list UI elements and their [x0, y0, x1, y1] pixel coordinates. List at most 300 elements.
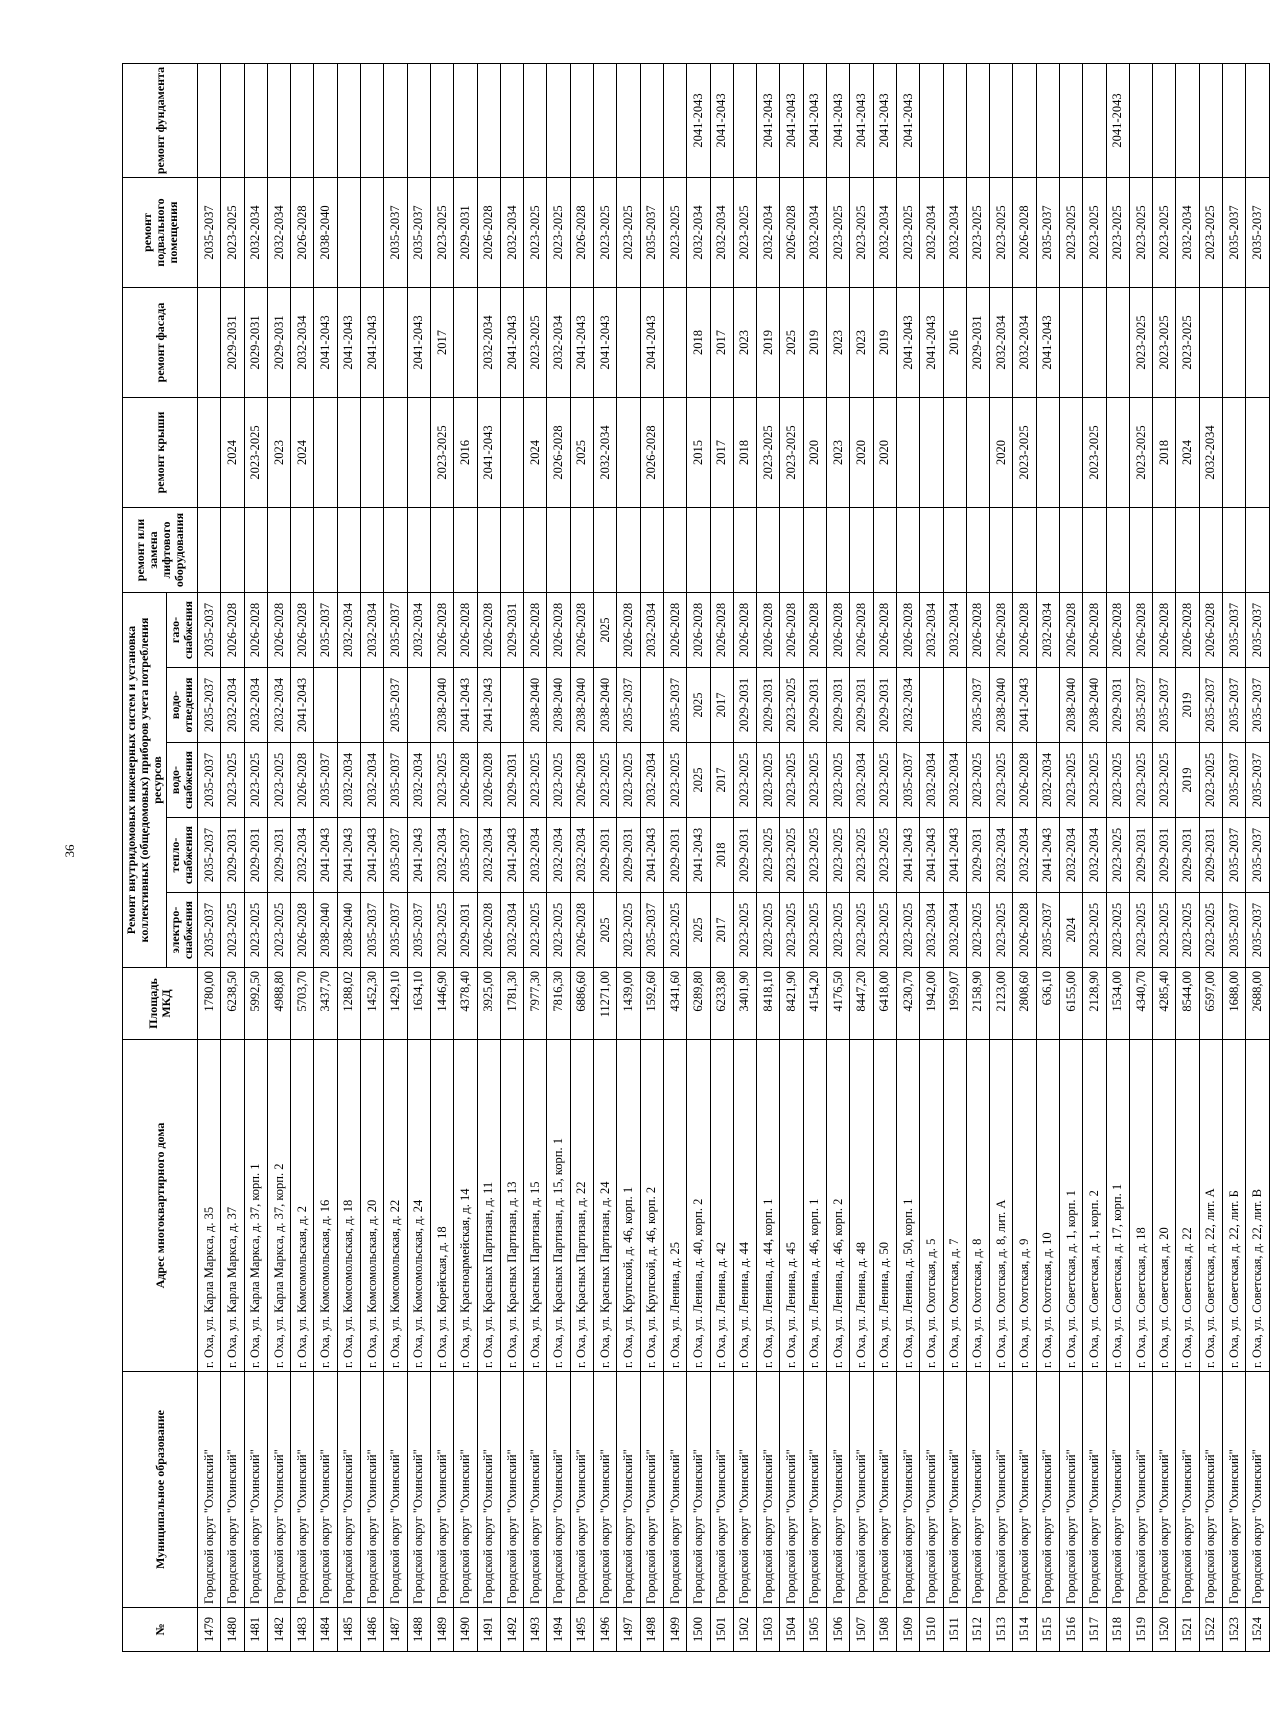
address-cell: г. Оха, ул. Советская, д. 17, корп. 1: [1106, 1040, 1129, 1372]
heat-cell: 2032-2034: [477, 818, 500, 893]
gas-cell: 2026-2028: [1129, 593, 1152, 668]
gas-cell: 2026-2028: [267, 593, 290, 668]
foundation-cell: 2041-2043: [1106, 64, 1129, 178]
gas-cell: 2026-2028: [1083, 593, 1106, 668]
roof-cell: 2020: [850, 398, 873, 508]
electric-cell: 2026-2028: [477, 893, 500, 968]
address-cell: г. Оха, ул. Комсомольская, д. 24: [407, 1040, 430, 1372]
table-row: [1083, 64, 1106, 1652]
electric-cell: 2023-2025: [1199, 893, 1222, 968]
sewer-cell: [1036, 668, 1059, 743]
electric-cell: 2023-2025: [990, 893, 1013, 968]
row-number: 1491: [477, 1608, 500, 1652]
foundation-cell: 2041-2043: [803, 64, 826, 178]
table-row: [896, 64, 919, 1652]
basement-cell: 2023-2025: [1199, 178, 1222, 288]
municipality-cell: Городской округ "Охинский": [663, 1372, 686, 1608]
gas-cell: 2035-2037: [1246, 593, 1269, 668]
facade-cell: 2041-2043: [920, 288, 943, 398]
area-cell: 4176,50: [827, 968, 850, 1040]
electric-cell: 2023-2025: [524, 893, 547, 968]
basement-cell: 2038-2040: [314, 178, 337, 288]
basement-cell: 2023-2025: [547, 178, 570, 288]
address-cell: г. Оха, ул. Ленина, д. 25: [663, 1040, 686, 1372]
roof-cell: 2015: [687, 398, 710, 508]
foundation-cell: 2041-2043: [896, 64, 919, 178]
gas-cell: 2026-2028: [477, 593, 500, 668]
table-row: [733, 64, 756, 1652]
municipality-cell: Городской округ "Охинский": [640, 1372, 663, 1608]
elevator-cell: [524, 508, 547, 593]
elevator-cell: [570, 508, 593, 593]
basement-cell: 2032-2034: [757, 178, 780, 288]
elevator-cell: [337, 508, 360, 593]
electric-cell: 2038-2040: [337, 893, 360, 968]
basement-cell: 2035-2037: [1036, 178, 1059, 288]
table-row: [221, 64, 244, 1652]
foundation-cell: 2041-2043: [873, 64, 896, 178]
row-number: 1505: [803, 1608, 826, 1652]
water-cell: 2025: [687, 743, 710, 818]
roof-cell: [943, 398, 966, 508]
row-number: 1522: [1199, 1608, 1222, 1652]
roof-cell: 2020: [873, 398, 896, 508]
electric-cell: 2035-2037: [361, 893, 384, 968]
foundation-cell: [617, 64, 640, 178]
roof-cell: [198, 398, 221, 508]
facade-cell: 2017: [710, 288, 733, 398]
foundation-cell: [477, 64, 500, 178]
elevator-cell: [407, 508, 430, 593]
roof-cell: 2020: [803, 398, 826, 508]
basement-cell: 2032-2034: [500, 178, 523, 288]
row-number: 1490: [454, 1608, 477, 1652]
elevator-cell: [1013, 508, 1036, 593]
foundation-cell: [594, 64, 617, 178]
area-cell: 4988,80: [267, 968, 290, 1040]
basement-cell: 2023-2025: [966, 178, 989, 288]
basement-cell: 2035-2037: [1223, 178, 1246, 288]
row-number: 1515: [1036, 1608, 1059, 1652]
facade-cell: 2023-2025: [524, 288, 547, 398]
water-cell: 2032-2034: [1036, 743, 1059, 818]
table-row: [430, 64, 453, 1652]
foundation-cell: [663, 64, 686, 178]
facade-cell: 2029-2031: [244, 288, 267, 398]
sewer-cell: 2041-2043: [454, 668, 477, 743]
page-number: 36: [62, 844, 77, 858]
roof-cell: 2041-2043: [477, 398, 500, 508]
roof-cell: 2024: [524, 398, 547, 508]
water-cell: 2035-2037: [198, 743, 221, 818]
area-cell: 4340,70: [1129, 968, 1152, 1040]
facade-cell: [1106, 288, 1129, 398]
electric-cell: 2035-2037: [640, 893, 663, 968]
area-cell: 1429,10: [384, 968, 407, 1040]
address-cell: г. Оха, ул. Советская, д. 20: [1153, 1040, 1176, 1372]
elevator-cell: [361, 508, 384, 593]
area-cell: 6886,60: [570, 968, 593, 1040]
basement-cell: 2035-2037: [198, 178, 221, 288]
sewer-cell: 2029-2031: [733, 668, 756, 743]
header-foundation: ремонт фундамента: [123, 64, 198, 178]
heat-cell: 2032-2034: [1083, 818, 1106, 893]
address-cell: г. Оха, ул. Ленина, д. 42: [710, 1040, 733, 1372]
gas-cell: 2026-2028: [663, 593, 686, 668]
electric-cell: 2023-2025: [896, 893, 919, 968]
row-number: 1521: [1176, 1608, 1199, 1652]
water-cell: 2026-2028: [291, 743, 314, 818]
gas-cell: 2026-2028: [827, 593, 850, 668]
table-row: [244, 64, 267, 1652]
facade-cell: 2023: [827, 288, 850, 398]
address-cell: г. Оха, ул. Ленина, д. 48: [850, 1040, 873, 1372]
address-cell: г. Оха, ул. Охотская, д. 7: [943, 1040, 966, 1372]
gas-cell: 2026-2028: [687, 593, 710, 668]
sewer-cell: [500, 668, 523, 743]
water-cell: 2032-2034: [407, 743, 430, 818]
basement-cell: 2023-2025: [430, 178, 453, 288]
facade-cell: 2041-2043: [361, 288, 384, 398]
heat-cell: 2029-2031: [1129, 818, 1152, 893]
roof-cell: 2018: [733, 398, 756, 508]
area-cell: 1446,90: [430, 968, 453, 1040]
electric-cell: 2024: [1059, 893, 1082, 968]
area-cell: 1534,00: [1106, 968, 1129, 1040]
roof-cell: [1059, 398, 1082, 508]
electric-cell: 2032-2034: [500, 893, 523, 968]
sewer-cell: 2035-2037: [663, 668, 686, 743]
gas-cell: 2032-2034: [337, 593, 360, 668]
municipality-cell: Городской округ "Охинский": [1199, 1372, 1222, 1608]
row-number: 1504: [780, 1608, 803, 1652]
area-cell: 1780,00: [198, 968, 221, 1040]
facade-cell: 2019: [803, 288, 826, 398]
electric-cell: 2038-2040: [314, 893, 337, 968]
facade-cell: 2041-2043: [594, 288, 617, 398]
elevator-cell: [803, 508, 826, 593]
area-cell: 6155,00: [1059, 968, 1082, 1040]
elevator-cell: [1176, 508, 1199, 593]
row-number: 1497: [617, 1608, 640, 1652]
electric-cell: 2023-2025: [617, 893, 640, 968]
row-number: 1514: [1013, 1608, 1036, 1652]
elevator-cell: [384, 508, 407, 593]
gas-cell: 2026-2028: [617, 593, 640, 668]
water-cell: 2023-2025: [966, 743, 989, 818]
elevator-cell: [454, 508, 477, 593]
sewer-cell: 2035-2037: [384, 668, 407, 743]
basement-cell: 2023-2025: [733, 178, 756, 288]
water-cell: 2023-2025: [1199, 743, 1222, 818]
basement-cell: 2023-2025: [221, 178, 244, 288]
gas-cell: 2026-2028: [1199, 593, 1222, 668]
heat-cell: 2023-2025: [1106, 818, 1129, 893]
area-cell: 6418,00: [873, 968, 896, 1040]
municipality-cell: Городской округ "Охинский": [337, 1372, 360, 1608]
table-row: [780, 64, 803, 1652]
row-number: 1489: [430, 1608, 453, 1652]
electric-cell: 2023-2025: [430, 893, 453, 968]
roof-cell: 2024: [1176, 398, 1199, 508]
table-row: [407, 64, 430, 1652]
municipality-cell: Городской округ "Охинский": [384, 1372, 407, 1608]
basement-cell: 2032-2034: [244, 178, 267, 288]
roof-cell: 2025: [570, 398, 593, 508]
elevator-cell: [221, 508, 244, 593]
elevator-cell: [1083, 508, 1106, 593]
address-cell: г. Оха, ул. Ленина, д. 50, корп. 1: [896, 1040, 919, 1372]
municipality-cell: Городской округ "Охинский": [291, 1372, 314, 1608]
electric-cell: 2029-2031: [454, 893, 477, 968]
electric-cell: 2023-2025: [733, 893, 756, 968]
gas-cell: 2026-2028: [244, 593, 267, 668]
roof-cell: [314, 398, 337, 508]
heat-cell: 2029-2031: [663, 818, 686, 893]
roof-cell: 2023: [827, 398, 850, 508]
foundation-cell: 2041-2043: [757, 64, 780, 178]
electric-cell: 2023-2025: [1176, 893, 1199, 968]
sewer-cell: 2038-2040: [547, 668, 570, 743]
basement-cell: 2026-2028: [570, 178, 593, 288]
facade-cell: 2025: [780, 288, 803, 398]
elevator-cell: [314, 508, 337, 593]
sewer-cell: 2017: [710, 668, 733, 743]
facade-cell: 2041-2043: [1036, 288, 1059, 398]
basement-cell: 2029-2031: [454, 178, 477, 288]
heat-cell: 2041-2043: [920, 818, 943, 893]
gas-cell: 2032-2034: [920, 593, 943, 668]
foundation-cell: [570, 64, 593, 178]
table-row: [663, 64, 686, 1652]
address-cell: г. Оха, ул. Красноармейская, д. 14: [454, 1040, 477, 1372]
table-row: [617, 64, 640, 1652]
basement-cell: 2026-2028: [477, 178, 500, 288]
water-cell: 2029-2031: [500, 743, 523, 818]
roof-cell: [1246, 398, 1269, 508]
area-cell: 3437,70: [314, 968, 337, 1040]
heat-cell: 2032-2034: [291, 818, 314, 893]
elevator-cell: [827, 508, 850, 593]
water-cell: 2023-2025: [780, 743, 803, 818]
water-cell: 2023-2025: [803, 743, 826, 818]
municipality-cell: Городской округ "Охинский": [477, 1372, 500, 1608]
gas-cell: 2035-2037: [314, 593, 337, 668]
row-number: 1524: [1246, 1608, 1269, 1652]
heat-cell: 2041-2043: [640, 818, 663, 893]
sewer-cell: 2035-2037: [1246, 668, 1269, 743]
row-number: 1507: [850, 1608, 873, 1652]
facade-cell: 2041-2043: [640, 288, 663, 398]
municipality-cell: Городской округ "Охинский": [757, 1372, 780, 1608]
elevator-cell: [733, 508, 756, 593]
electric-cell: 2023-2025: [757, 893, 780, 968]
area-cell: 1452,30: [361, 968, 384, 1040]
elevator-cell: [198, 508, 221, 593]
water-cell: 2035-2037: [1223, 743, 1246, 818]
address-cell: г. Оха, ул. Комсомольская, д. 22: [384, 1040, 407, 1372]
heat-cell: 2041-2043: [500, 818, 523, 893]
table-header: [123, 64, 198, 1652]
basement-cell: 2035-2037: [640, 178, 663, 288]
electric-cell: 2017: [710, 893, 733, 968]
foundation-cell: [384, 64, 407, 178]
electric-cell: 2035-2037: [198, 893, 221, 968]
table-row: [454, 64, 477, 1652]
address-cell: г. Оха, ул. Красных Партизан, д. 22: [570, 1040, 593, 1372]
address-cell: г. Оха, ул. Ленина, д. 40, корп. 2: [687, 1040, 710, 1372]
sewer-cell: 2035-2037: [1223, 668, 1246, 743]
roof-cell: 2023-2025: [1083, 398, 1106, 508]
basement-cell: 2032-2034: [920, 178, 943, 288]
address-cell: г. Оха, ул. Красных Партизан, д. 24: [594, 1040, 617, 1372]
basement-cell: 2023-2025: [827, 178, 850, 288]
elevator-cell: [267, 508, 290, 593]
roof-cell: 2024: [291, 398, 314, 508]
facade-cell: [663, 288, 686, 398]
elevator-cell: [663, 508, 686, 593]
municipality-cell: Городской округ "Охинский": [407, 1372, 430, 1608]
roof-cell: [663, 398, 686, 508]
header-facade: ремонт фасада: [123, 288, 198, 398]
row-number: 1487: [384, 1608, 407, 1652]
facade-cell: 2029-2031: [221, 288, 244, 398]
electric-cell: 2023-2025: [267, 893, 290, 968]
foundation-cell: [337, 64, 360, 178]
row-number: 1492: [500, 1608, 523, 1652]
municipality-cell: Городской округ "Охинский": [780, 1372, 803, 1608]
gas-cell: 2035-2037: [384, 593, 407, 668]
elevator-cell: [943, 508, 966, 593]
gas-cell: 2026-2028: [850, 593, 873, 668]
gas-cell: 2035-2037: [1223, 593, 1246, 668]
address-cell: г. Оха, ул. Корейская, д. 18: [430, 1040, 453, 1372]
sewer-cell: [407, 668, 430, 743]
foundation-cell: [1199, 64, 1222, 178]
facade-cell: 2032-2034: [990, 288, 1013, 398]
row-number: 1499: [663, 1608, 686, 1652]
sewer-cell: 2029-2031: [803, 668, 826, 743]
basement-cell: 2023-2025: [990, 178, 1013, 288]
facade-cell: 2023: [733, 288, 756, 398]
roof-cell: [500, 398, 523, 508]
elevator-cell: [920, 508, 943, 593]
water-cell: 2035-2037: [1246, 743, 1269, 818]
municipality-cell: Городской округ "Охинский": [594, 1372, 617, 1608]
table-row: [640, 64, 663, 1652]
electric-cell: 2035-2037: [384, 893, 407, 968]
foundation-cell: [920, 64, 943, 178]
area-cell: 3401,90: [733, 968, 756, 1040]
water-cell: 2023-2025: [663, 743, 686, 818]
foundation-cell: [1059, 64, 1082, 178]
area-cell: 1959,07: [943, 968, 966, 1040]
sewer-cell: 2029-2031: [757, 668, 780, 743]
address-cell: г. Оха, ул. Советская, д. 22: [1176, 1040, 1199, 1372]
sewer-cell: 2038-2040: [594, 668, 617, 743]
water-cell: 2032-2034: [920, 743, 943, 818]
municipality-cell: Городской округ "Охинский": [943, 1372, 966, 1608]
foundation-cell: [547, 64, 570, 178]
foundation-cell: 2041-2043: [687, 64, 710, 178]
basement-cell: 2023-2025: [896, 178, 919, 288]
row-number: 1516: [1059, 1608, 1082, 1652]
sewer-cell: 2041-2043: [291, 668, 314, 743]
facade-cell: [1059, 288, 1082, 398]
elevator-cell: [1036, 508, 1059, 593]
elevator-cell: [617, 508, 640, 593]
area-cell: 2688,00: [1246, 968, 1269, 1040]
heat-cell: 2035-2037: [384, 818, 407, 893]
facade-cell: 2017: [430, 288, 453, 398]
gas-cell: 2026-2028: [1059, 593, 1082, 668]
row-number: 1513: [990, 1608, 1013, 1652]
address-cell: г. Оха, ул. Ленина, д. 45: [780, 1040, 803, 1372]
address-cell: г. Оха, ул. Охотская, д. 9: [1013, 1040, 1036, 1372]
roof-cell: 2018: [1153, 398, 1176, 508]
facade-cell: 2019: [757, 288, 780, 398]
row-number: 1484: [314, 1608, 337, 1652]
area-cell: 8544,00: [1176, 968, 1199, 1040]
row-number: 1519: [1129, 1608, 1152, 1652]
electric-cell: 2025: [687, 893, 710, 968]
electric-cell: 2026-2028: [291, 893, 314, 968]
header-elevator: ремонт или замена лифтового оборудования: [123, 508, 198, 593]
municipality-cell: Городской округ "Охинский": [547, 1372, 570, 1608]
address-cell: г. Оха, ул. Крупской, д. 46, корп. 1: [617, 1040, 640, 1372]
repair-schedule-table: [122, 63, 1270, 1652]
heat-cell: 2029-2031: [594, 818, 617, 893]
heat-cell: 2023-2025: [827, 818, 850, 893]
table-row: [1246, 64, 1269, 1652]
heat-cell: 2041-2043: [314, 818, 337, 893]
address-cell: г. Оха, ул. Охотская, д. 10: [1036, 1040, 1059, 1372]
gas-cell: 2026-2028: [570, 593, 593, 668]
row-number: 1509: [896, 1608, 919, 1652]
foundation-cell: [1246, 64, 1269, 178]
electric-cell: 2023-2025: [1129, 893, 1152, 968]
basement-cell: 2023-2025: [1059, 178, 1082, 288]
foundation-cell: [244, 64, 267, 178]
address-cell: г. Оха, ул. Карла Маркса, д. 37, корп. 1: [244, 1040, 267, 1372]
facade-cell: 2016: [943, 288, 966, 398]
address-cell: г. Оха, ул. Ленина, д. 44: [733, 1040, 756, 1372]
water-cell: 2023-2025: [1153, 743, 1176, 818]
heat-cell: 2035-2037: [454, 818, 477, 893]
heat-cell: 2041-2043: [1036, 818, 1059, 893]
gas-cell: 2026-2028: [291, 593, 314, 668]
roof-cell: 2023-2025: [430, 398, 453, 508]
heat-cell: 2018: [710, 818, 733, 893]
area-cell: 7977,30: [524, 968, 547, 1040]
electric-cell: 2026-2028: [1013, 893, 1036, 968]
elevator-cell: [1059, 508, 1082, 593]
area-cell: 6233,80: [710, 968, 733, 1040]
foundation-cell: [314, 64, 337, 178]
elevator-cell: [990, 508, 1013, 593]
electric-cell: 2023-2025: [850, 893, 873, 968]
gas-cell: 2032-2034: [640, 593, 663, 668]
gas-cell: 2026-2028: [1013, 593, 1036, 668]
facade-cell: 2041-2043: [314, 288, 337, 398]
sewer-cell: 2035-2037: [1199, 668, 1222, 743]
gas-cell: 2026-2028: [1106, 593, 1129, 668]
roof-cell: [384, 398, 407, 508]
header-area: Площадь МКД: [123, 968, 198, 1040]
water-cell: 2023-2025: [547, 743, 570, 818]
heat-cell: 2035-2037: [1246, 818, 1269, 893]
table-row: [524, 64, 547, 1652]
